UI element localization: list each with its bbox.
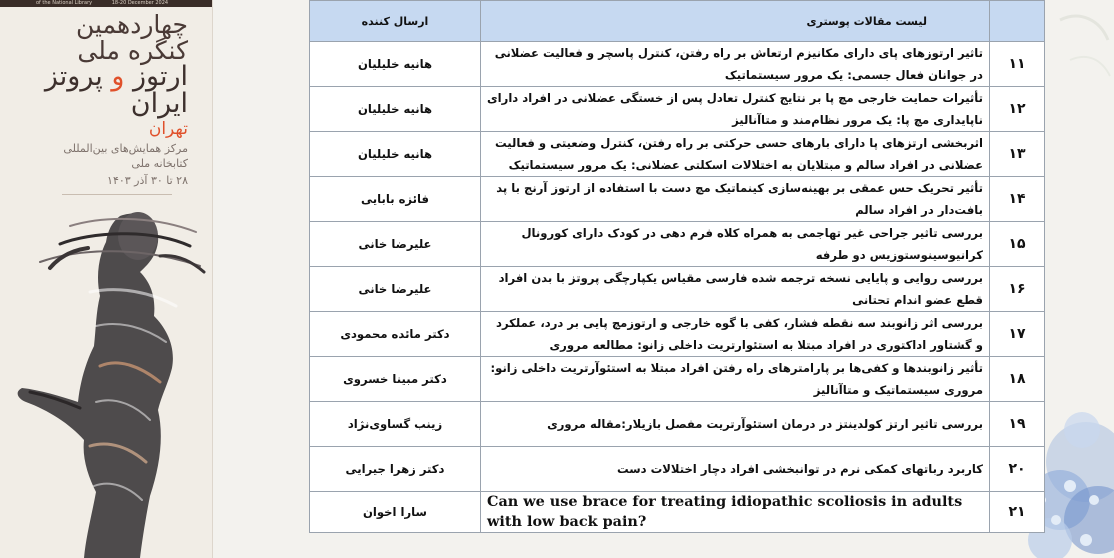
table-row	[310, 267, 1045, 312]
row-title: بررسی تاثیر جراحی غیر تهاجمی به همراه کلاه فرم دهی در کودک دارای کورونال کرانیوسینوستوزیس دو طرفه	[481, 222, 990, 267]
table-row	[310, 222, 1045, 267]
row-title: بررسی روایی و پایایی نسخه ترجمه شده فارسی مقیاس یکپارچگی پروتز با بدن افراد قطع عضو اندام تحتانی	[481, 267, 990, 312]
row-title: تأثیر زانوبندها و کفی‌ها بر پارامترهای راه رفتن افراد مبتلا به استئوآرتریت داخلی زانو: مروری سیستماتیک و متاآنالیز	[481, 357, 990, 402]
row-author: زینب گساوی‌نژاد	[310, 402, 481, 447]
row-author: فائزه بابایی	[310, 177, 481, 222]
library-label: of the National Library	[36, 0, 93, 6]
table-row	[310, 132, 1045, 177]
table-row	[310, 492, 1045, 533]
poster-title-line2: کنگره ملی	[77, 36, 188, 65]
table-row	[310, 402, 1045, 447]
row-number: ۲۰	[990, 447, 1045, 492]
poster-title-line1: چهاردهمین	[75, 10, 188, 39]
poster-venue-line1: مرکز همایش‌های بین‌المللی	[63, 142, 188, 155]
and-word: و	[111, 61, 125, 92]
event-dates-label: 18-20 December 2024	[111, 0, 169, 6]
row-author: دکتر مائده محمودی	[310, 312, 481, 357]
row-title: بررسی تاثیر ارتز کولدینتز در درمان استئوآرتریت مفصل بازیلار:مقاله مروری	[481, 402, 990, 447]
prosthesis-word: پروتز	[44, 61, 112, 92]
row-title: تأثیر تحریک حس عمقی بر بهینه‌سازی کینماتیک مچ دست با استفاده از ارتوز آرنج با پد بافت‌دار در افراد سالم	[481, 177, 990, 222]
header-number	[990, 1, 1045, 42]
row-author: دکتر زهرا جیرایی	[310, 447, 481, 492]
row-author: علیرضا خانی	[310, 267, 481, 312]
poster-title-line4: ایران	[130, 88, 188, 119]
row-number: ۱۶	[990, 267, 1045, 312]
row-number: ۱۸	[990, 357, 1045, 402]
table-row	[310, 312, 1045, 357]
poster-dates: ۲۸ تا ۳۰ آذر ۱۴۰۳	[107, 174, 188, 187]
human-figure-illustration	[0, 196, 212, 558]
header-title: لیست مقالات پوستری	[481, 1, 990, 42]
row-author: دکتر مبینا خسروی	[310, 357, 481, 402]
faint-top-leaves	[1060, 16, 1110, 76]
poster-divider	[62, 194, 172, 195]
row-number: ۱۴	[990, 177, 1045, 222]
row-number: ۱۹	[990, 402, 1045, 447]
row-title: Can we use brace for treating idiopathic scoliosis in adults with low back pain?	[481, 492, 990, 533]
table-row	[310, 357, 1045, 402]
table-header-row	[310, 1, 1045, 42]
table-row	[310, 447, 1045, 492]
row-title: اثربخشی ارتزهای پا دارای بارهای حسی حرکتی بر راه رفتن، کنترل وضعیتی و فعالیت عضلانی در افراد سالم و مبتلایان به اختلالات اسکلتی عضلانی: یک مرور سیستماتیک	[481, 132, 990, 177]
row-number: ۱۷	[990, 312, 1045, 357]
row-author: هانیه خلیلیان	[310, 42, 481, 87]
table-row	[310, 87, 1045, 132]
table-row	[310, 42, 1045, 87]
row-author: هانیه خلیلیان	[310, 132, 481, 177]
poster-top-strip	[0, 0, 212, 7]
row-title: تأثیرات حمایت خارجی مچ پا بر نتایج کنترل تعادل پس از خستگی عضلانی در افراد دارای ناپایداری مچ پا: یک مرور نظام‌مند و متاآنالیز	[481, 87, 990, 132]
row-title: بررسی اثر زانوبند سه نقطه فشار، کفی با گوه خارجی و ارتوزمچ پایی بر درد، عملکرد و گشتاور اداکتوری در افراد مبتلا به استئوارتریت داخلی زانو: مطالعه مروری	[481, 312, 990, 357]
row-title: کاربرد رباتهای کمکی نرم در توانبخشی افراد دچار اختلالات دست	[481, 447, 990, 492]
header-author: ارسال کننده	[310, 1, 481, 42]
poster-city: تهران	[148, 119, 188, 139]
row-author: هانیه خلیلیان	[310, 87, 481, 132]
row-number: ۱۱	[990, 42, 1045, 87]
row-number: ۱۳	[990, 132, 1045, 177]
row-author: سارا اخوان	[310, 492, 481, 533]
poster-articles-table	[309, 0, 1045, 533]
row-title: تاثیر ارتوزهای پای دارای مکانیزم ارتعاش بر راه رفتن، کنترل پاسچر و فعالیت عضلانی در جوانان فعال جسمی: یک مرور سیستماتیک	[481, 42, 990, 87]
orthosis-word: ارتوز	[124, 61, 188, 92]
congress-poster	[0, 0, 213, 558]
poster-venue-line2: کتابخانه ملی	[131, 157, 188, 170]
row-number: ۱۲	[990, 87, 1045, 132]
row-number: ۲۱	[990, 492, 1045, 533]
row-number: ۱۵	[990, 222, 1045, 267]
figure-silhouette	[18, 214, 173, 558]
table-row	[310, 177, 1045, 222]
row-author: علیرضا خانی	[310, 222, 481, 267]
